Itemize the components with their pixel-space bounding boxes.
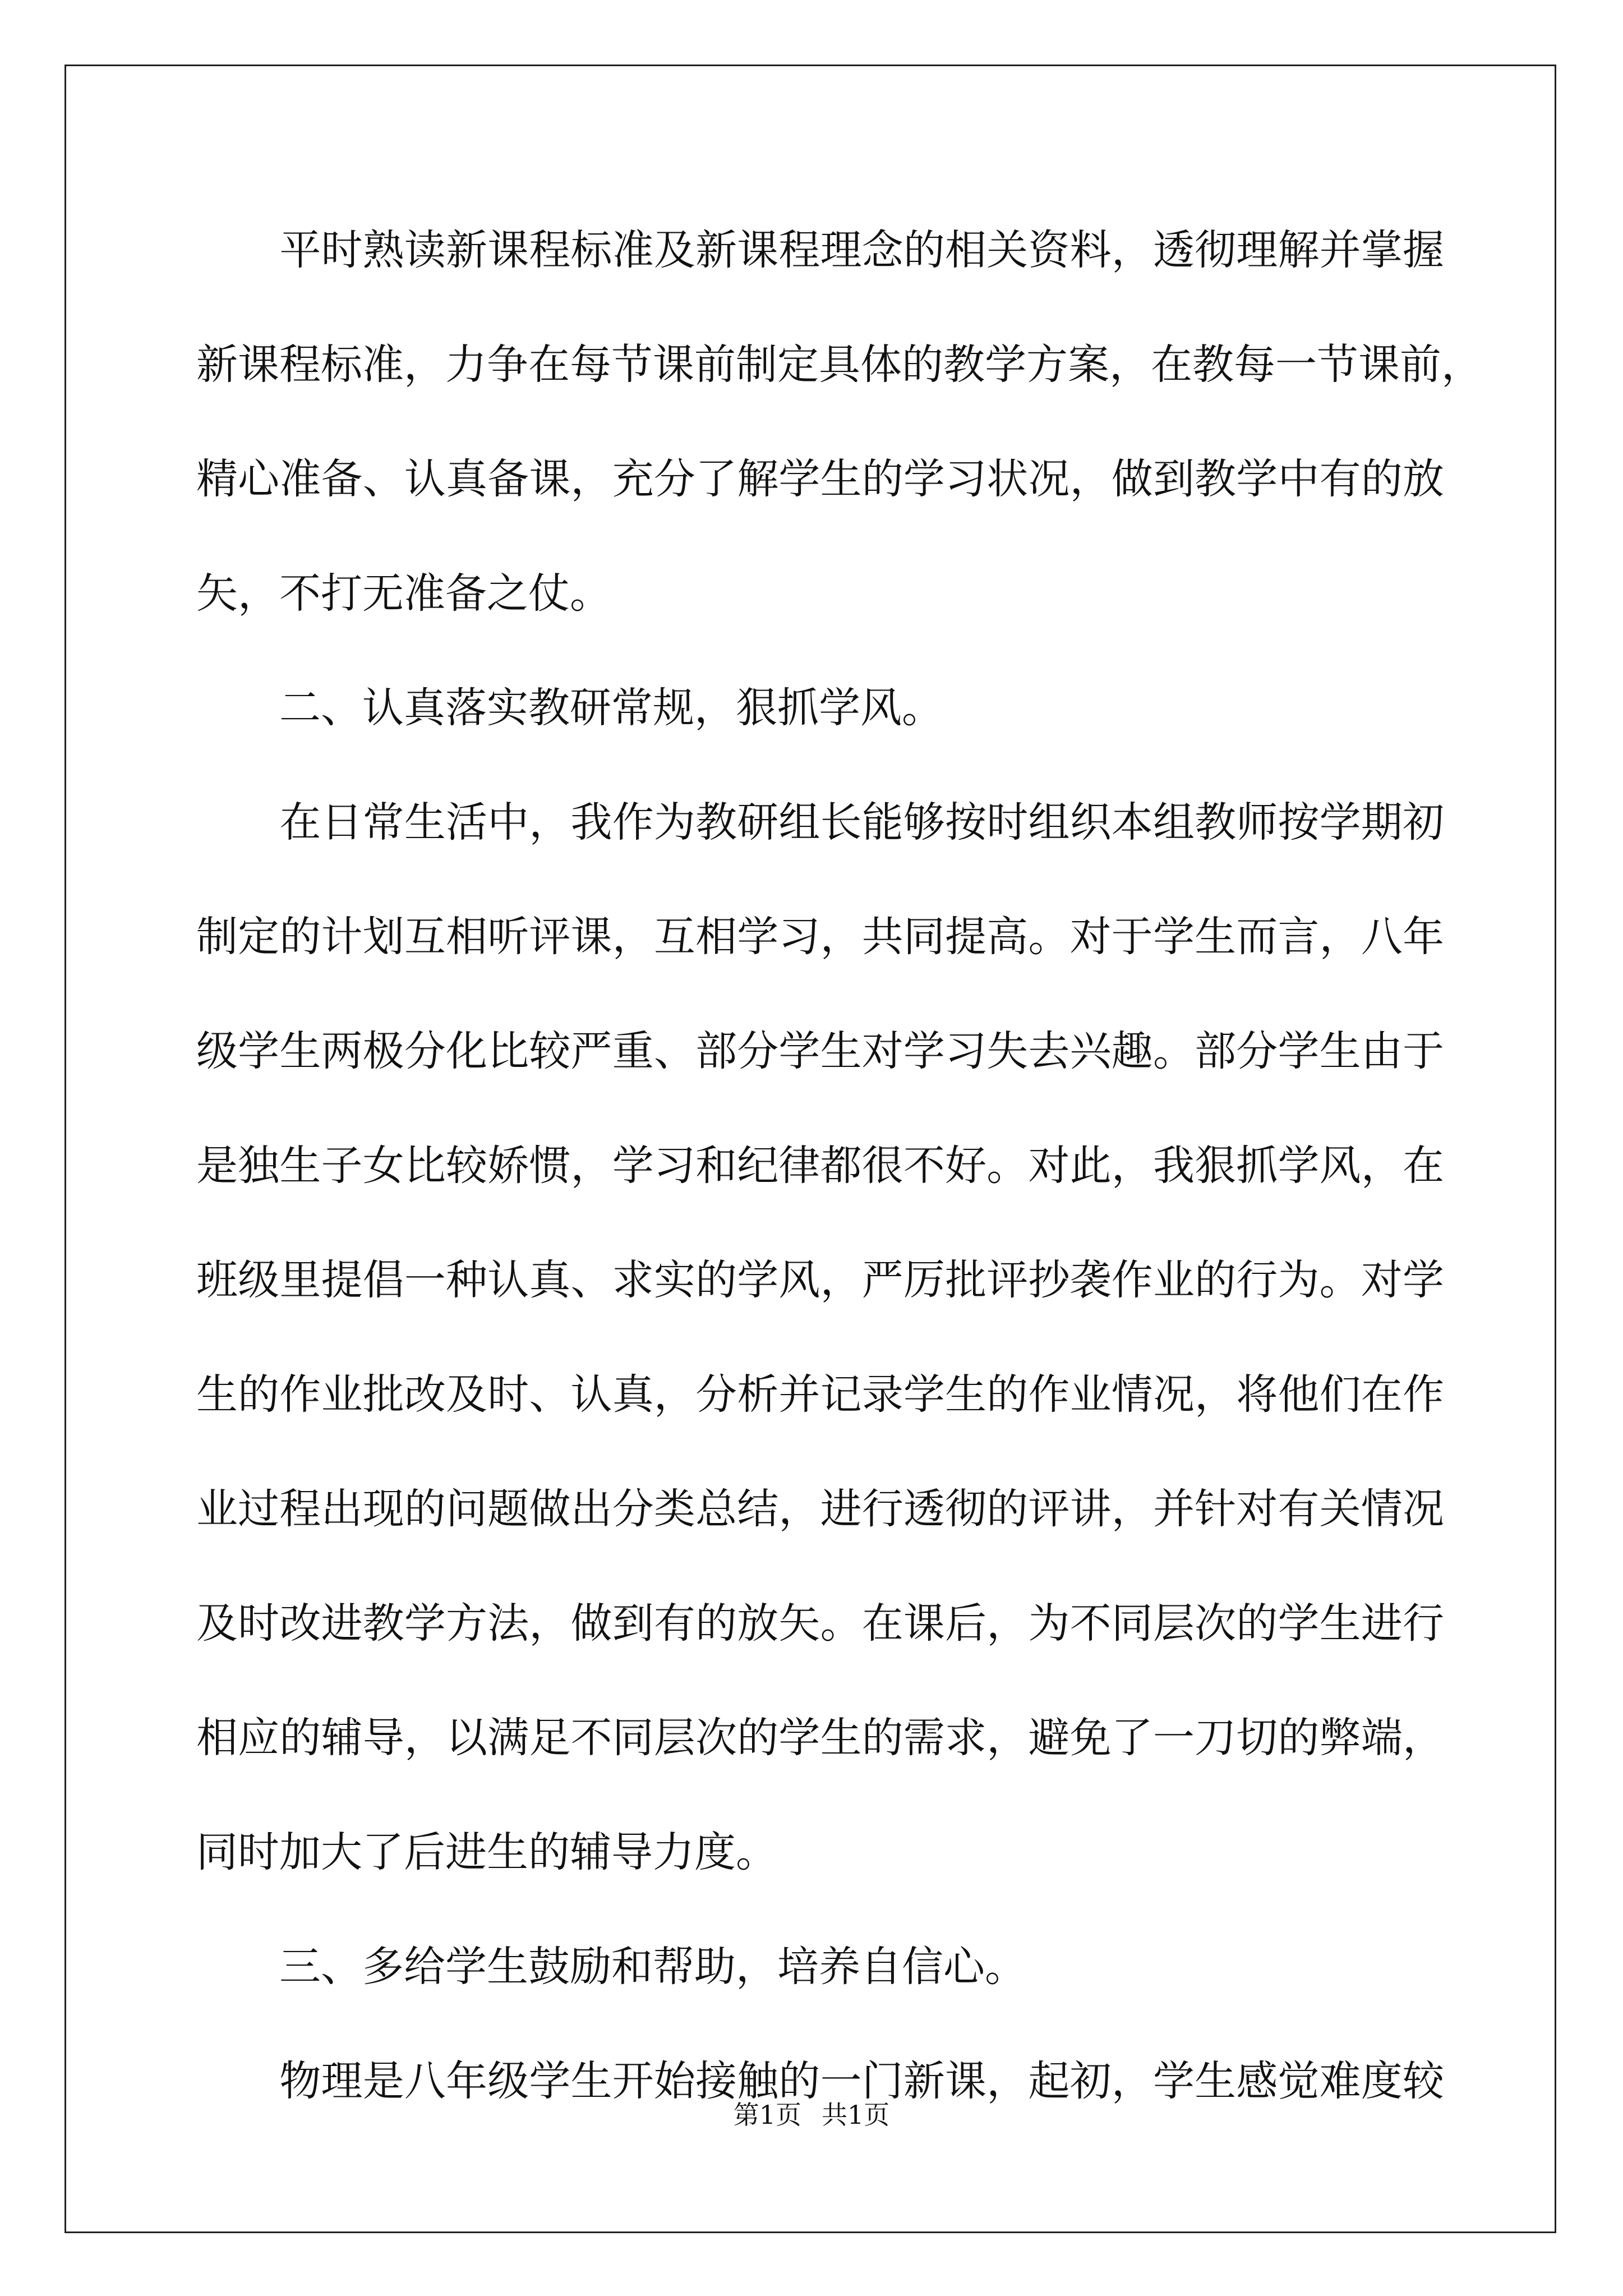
page-total: 共1页: [822, 2100, 890, 2130]
text-line: 级学生两极分化比较严重、部分学生对学习失去兴趣。部分学生由于: [196, 1027, 1444, 1075]
text-line: 相应的辅导，以满足不同层次的学生的需求，避免了一刀切的弊端，: [196, 1714, 1444, 1762]
text-line: 是独生子女比较娇惯，学习和纪律都很不好。对此，我狠抓学风，在: [196, 1142, 1444, 1190]
section-heading: 二、认真落实教研常规，狠抓学风。: [196, 684, 943, 732]
text-line: 生的作业批改及时、认真，分析并记录学生的作业情况，将他们在作: [196, 1370, 1444, 1419]
text-line: 及时改进教学方法，做到有的放矢。在课后，为不同层次的学生进行: [196, 1599, 1444, 1648]
text-line: 新课程标准，力争在每节课前制定具体的教学方案，在教每一节课前，: [196, 341, 1483, 389]
text-line: 班级里提倡一种认真、求实的学风，严厉批评抄袭作业的行为。对学: [196, 1256, 1444, 1304]
text-line: 矢，不打无准备之仗。: [196, 569, 611, 618]
text-line: 制定的计划互相听评课，互相学习，共同提高。对于学生而言，八年: [196, 913, 1444, 961]
text-line: 平时熟读新课程标准及新课程理念的相关资料，透彻理解并掌握: [196, 226, 1444, 274]
section-heading: 三、多给学生鼓励和帮助，培养自信心。: [196, 1943, 1026, 1991]
page-number: 第1页: [733, 2100, 801, 2130]
text-line: 在日常生活中，我作为教研组长能够按时组织本组教师按学期初: [196, 798, 1444, 846]
text-line: 精心准备、认真备课，充分了解学生的学习状况，做到教学中有的放: [196, 455, 1444, 503]
text-line: 物理是八年级学生开始接触的一门新课，起初，学生感觉难度较: [196, 2057, 1444, 2105]
text-line: 业过程出现的问题做出分类总结，进行透彻的评讲，并针对有关情况: [196, 1485, 1444, 1533]
page-footer: [0, 2098, 1623, 2132]
document-body: [196, 219, 1483, 2164]
text-line: 同时加大了后进生的辅导力度。: [196, 1828, 777, 1876]
